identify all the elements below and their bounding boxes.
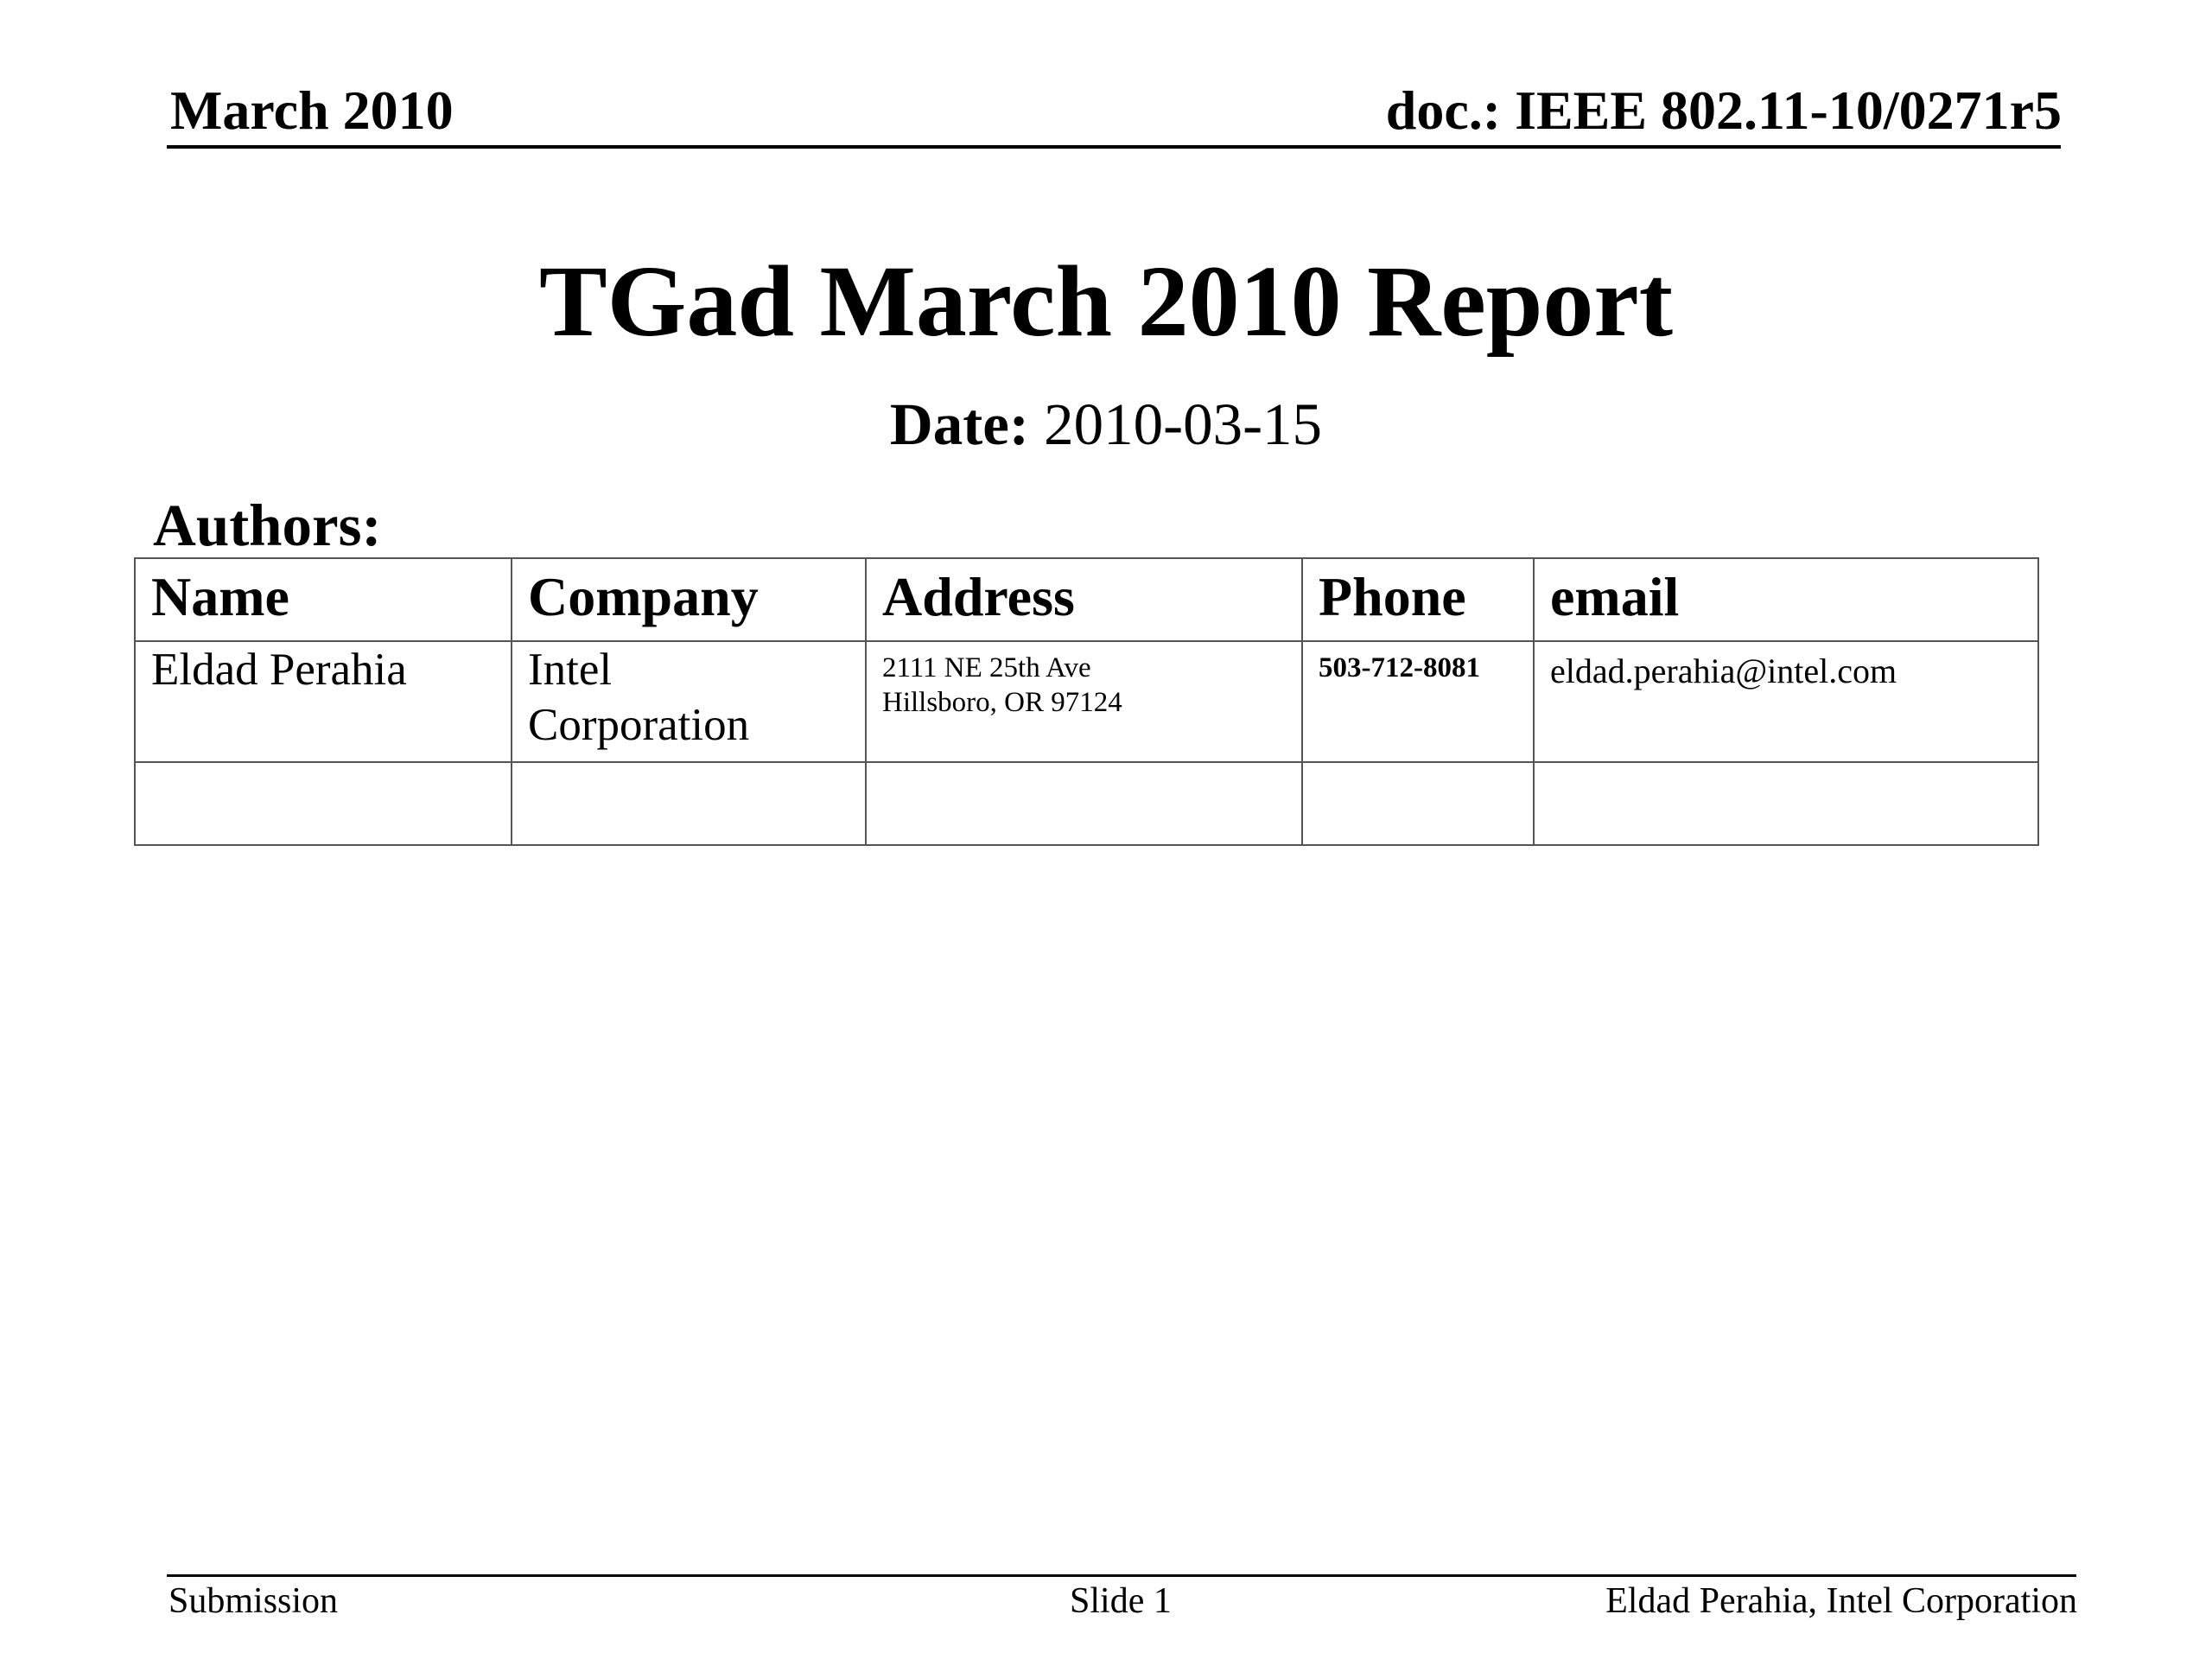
column-header-address: Address bbox=[866, 558, 1302, 641]
column-header-name: Name bbox=[135, 558, 512, 641]
header-divider bbox=[167, 145, 2061, 149]
date-label: Date: bbox=[889, 391, 1029, 457]
header-doc-id: doc.: IEEE 802.11-10/0271r5 bbox=[1385, 79, 2062, 141]
footer-slide-number: Slide 1 bbox=[1070, 1581, 1172, 1621]
author-address-line2: Hillsboro, OR 97124 bbox=[882, 687, 1122, 718]
author-phone: 503-712-8081 bbox=[1302, 641, 1534, 762]
author-company-line2: Corporation bbox=[528, 700, 750, 750]
column-header-email: email bbox=[1534, 558, 2038, 641]
date-value: 2010-03-15 bbox=[1044, 391, 1323, 457]
author-email: eldad.perahia@intel.com bbox=[1534, 641, 2038, 762]
authors-table bbox=[134, 557, 2039, 846]
author-company bbox=[512, 641, 866, 762]
slide-title: TGad March 2010 Report bbox=[538, 245, 1674, 358]
table-header-row bbox=[135, 558, 2038, 641]
empty-cell bbox=[1302, 762, 1534, 845]
author-company-line1: Intel bbox=[528, 645, 613, 695]
table-row-empty bbox=[135, 762, 2038, 845]
empty-cell bbox=[135, 762, 512, 845]
date-line bbox=[0, 391, 2212, 457]
author-address-line1: 2111 NE 25th Ave bbox=[882, 652, 1091, 683]
empty-cell bbox=[1534, 762, 2038, 845]
header-date: March 2010 bbox=[170, 79, 454, 141]
empty-cell bbox=[866, 762, 1302, 845]
column-header-phone: Phone bbox=[1302, 558, 1534, 641]
footer-author: Eldad Perahia, Intel Corporation bbox=[1605, 1581, 2077, 1621]
table-row bbox=[135, 641, 2038, 762]
column-header-company: Company bbox=[512, 558, 866, 641]
author-address bbox=[866, 641, 1302, 762]
empty-cell bbox=[512, 762, 866, 845]
author-name: Eldad Perahia bbox=[135, 641, 512, 762]
authors-heading: Authors: bbox=[153, 493, 382, 558]
footer-submission: Submission bbox=[168, 1581, 339, 1621]
footer-divider bbox=[167, 1574, 2076, 1577]
